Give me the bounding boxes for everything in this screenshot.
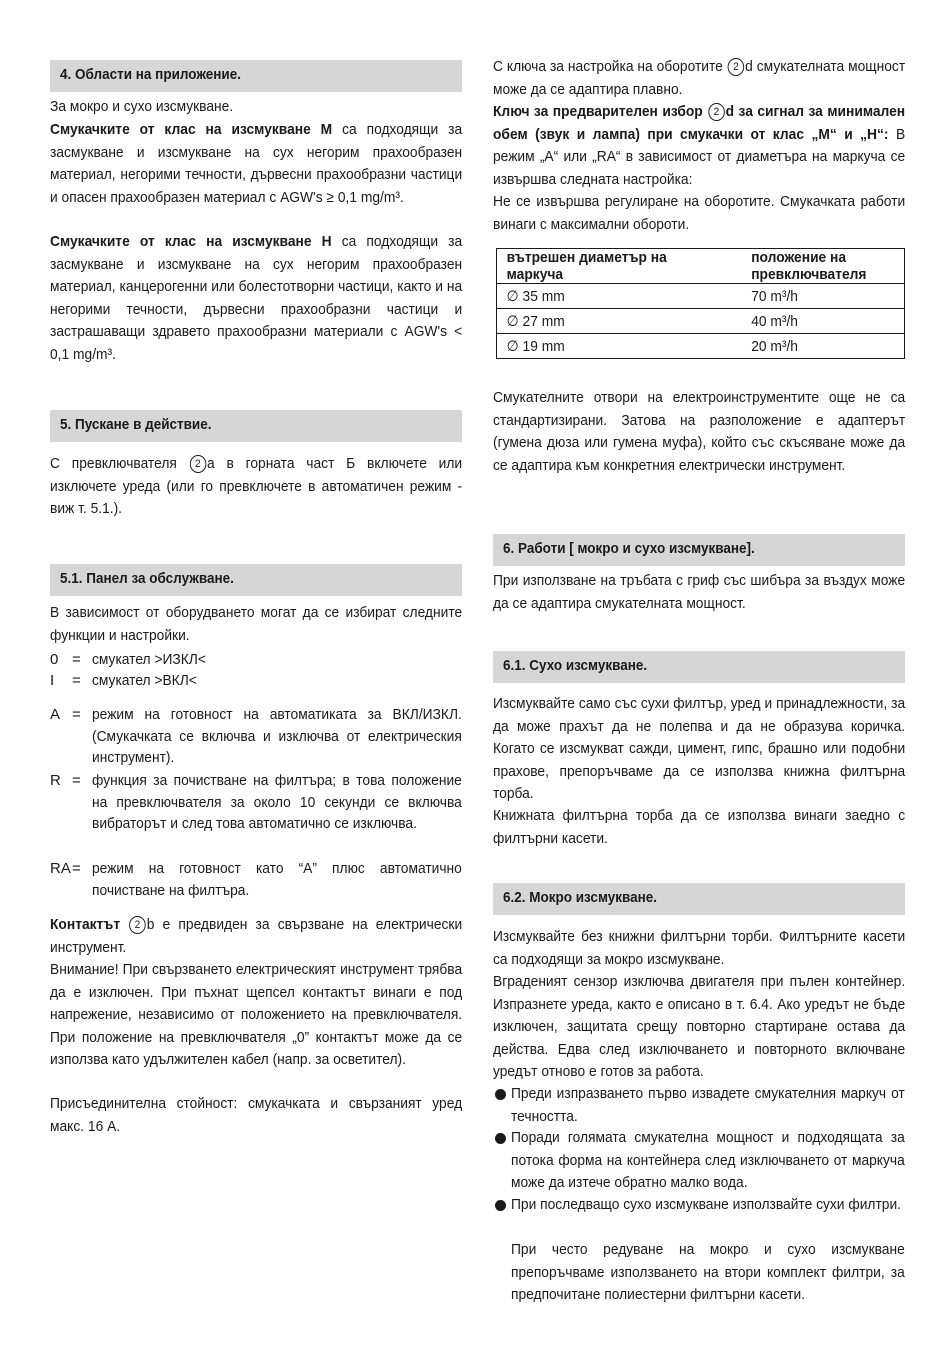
sensor-text: Вграденият сензор изключва двигателя при пълен контейнер. Изпразнете уреда, както е описано в т. 6.4. Ако уредът не бъде изключен, защитата срещу повторно стартиране остава да действа. Едва след изключването и повторното включване уредът отново е готов за работа.	[493, 973, 906, 1080]
number-2-icon: 2	[728, 58, 745, 76]
preselect-switch-text: Ключ за предварителен избор 2 d за сигнал за минимален обем (звук и лампа) при смукачки от клас „M“ и „H“: В режим „A“ или „RA“ в зависимост от диаметъра на маркуча се извършва следната настройка:	[493, 103, 906, 188]
bullet-icon	[495, 1089, 506, 1100]
section-4-class-h: Смукачките от клас на изсмукване Н са подходящи за засмукване и изсмукване на сух негорим прахообразен материал, канцерогенни или болестотворни частици, както и на негорими течности, дървесни прахообразни частици и застрашаващи здравето прахообразни материали с AGW's < 0,1 mg/m³.	[50, 233, 463, 363]
section-6-1-heading: 6.1. Сухо изсмукване.	[493, 651, 905, 683]
number-2-icon: 2	[190, 455, 207, 473]
number-2-icon: 2	[708, 103, 725, 121]
table-header-switch-position: положение на превключвателя	[742, 249, 892, 284]
section-6-heading: 6. Работи [ мокро и сухо изсмукване].	[493, 534, 905, 566]
warning-text: Внимание! При свързването електрическият инструмент трябва да е изключен. При пъхнат щепсел контактът винаги е под напрежение, независимо от положението на превключвателя. При положение на превключвателя „0” контактът може да се използва като удължителен кабел (напр. за осветител).	[50, 961, 463, 1068]
section-6-2-heading: 6.2. Мокро изсмукване.	[493, 883, 905, 915]
table-row: ∅ 27 mm 40 m³/h	[497, 309, 905, 334]
adapter-text: Смукателните отвори на електроинструментите още не са стандартизирани. Затова на разположение е адаптерът (гумена дюза или гумена муфа), който със скъсяване може да се адаптира към конкретния електрически инструмент.	[493, 389, 906, 474]
section-5-1-intro: В зависимост от оборудването могат да се избират следните функции и настройки.	[50, 604, 463, 644]
section-4-class-m: Смукачките от клас на изсмукване М са подходящи за засмукване и изсмукване на сух негорим прахообразен материал, негорими течности, дървесни прахообразни частици и опасен прахообразен материал с AGW's ≥ 0,1 mg/m³.	[50, 121, 463, 206]
table-row: ∅ 35 mm 70 m³/h	[497, 284, 905, 309]
hose-diameter-table	[496, 248, 905, 359]
number-2-icon: 2	[129, 916, 146, 934]
section-5-heading: 5. Пускане в действие.	[50, 410, 462, 442]
section-4-intro: За мокро и сухо изсмукване.	[50, 98, 234, 115]
table-row: ∅ 19 mm 20 m³/h	[497, 334, 905, 359]
paper-bag-text: Книжната филтърна торба да се използва винаги заедно с филтърни касети.	[493, 807, 906, 847]
table-header-row	[497, 249, 905, 284]
contact-text: Контактът 2 b е предвиден за свързване на електрически инструмент.	[50, 916, 463, 956]
bullet-icon	[495, 1200, 506, 1211]
section-6-text: При използване на тръбата с гриф със шибъра за въздух може да се адаптира смукателната мощност.	[493, 572, 906, 612]
section-4-heading: 4. Области на приложение.	[50, 60, 462, 92]
no-regulation-text: Не се извършва регулиране на оборотите. Смукачката работи винаги с максимални обороти.	[493, 193, 906, 233]
table-header-diameter: вътрешен диаметър на маркуча	[497, 249, 723, 284]
section-5-1-heading: 5.1. Панел за обслужване.	[50, 564, 462, 596]
wet-vacuum-text: Изсмуквайте без книжни филтърни торби. Филтърните касети са подходящи за мокро изсмукване.	[493, 928, 906, 968]
connection-value-text: Присъединителна стойност: смукачката и свързаният уред макс. 16 А.	[50, 1095, 463, 1135]
section-5-text: С превключвателя 2 а в горната част Б включете или изключете уреда (или го превключете в автоматичен режим - виж т. 5.1.).	[50, 455, 463, 517]
dry-vacuum-text: Изсмуквайте само със сухи филтър, уред и принадлежности, за да може прахът да не полепва и да не образува коричка. Когато се изсмукват сажди, цимент, гипс, брашно или подобни прахове, препоръчваме да се използва книжна филтърна торба.	[493, 695, 906, 802]
speed-control-text: С ключа за настройка на оборотите 2 d смукателната мощност може да се адаптира плавно.	[493, 58, 906, 98]
bullet-icon	[495, 1133, 506, 1144]
